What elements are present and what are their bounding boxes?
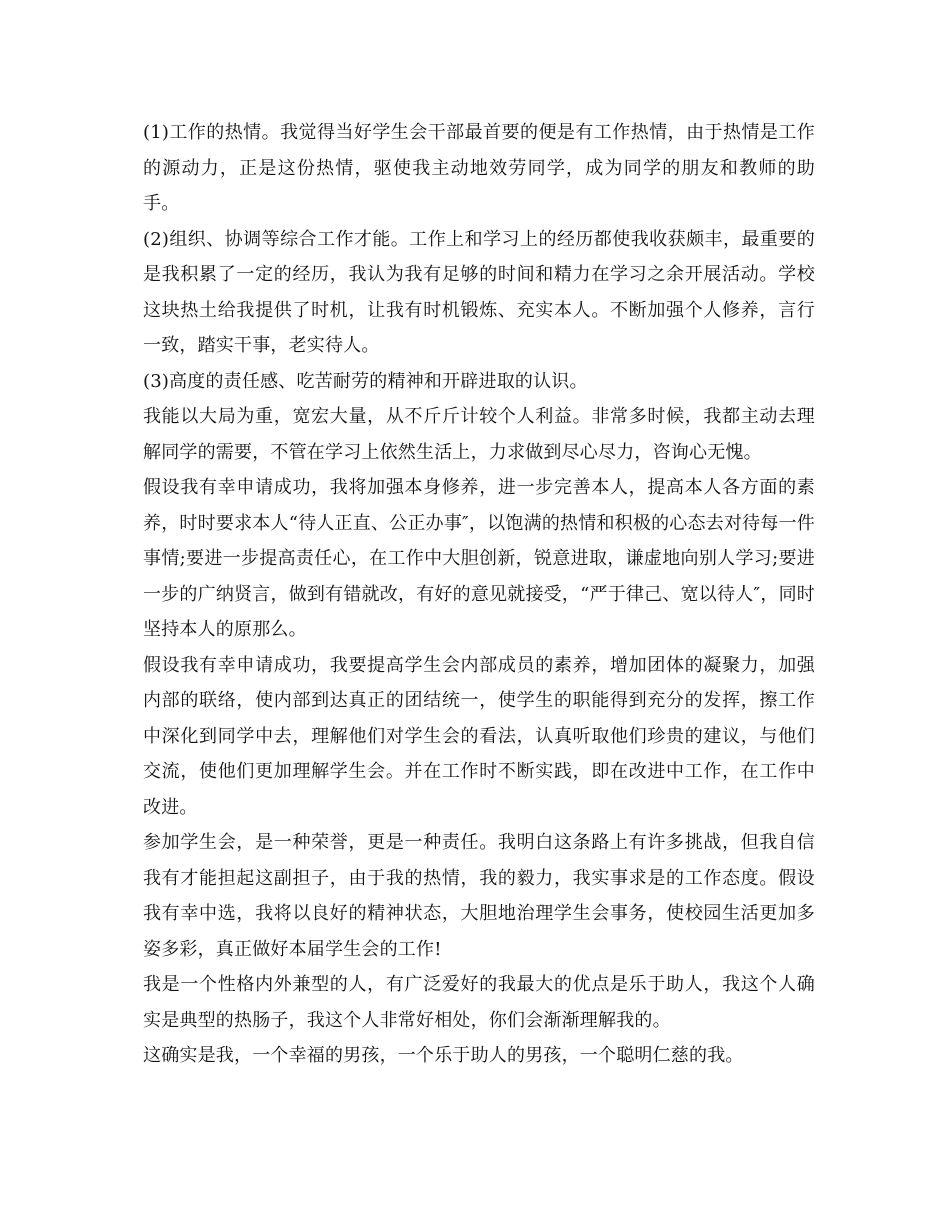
document-body [143,115,815,1074]
paragraph-2: (2)组织、协调等综合工作才能。工作上和学习上的经历都使我收获颇丰，最重要的是我积累了一定的经历，我认为我有足够的时间和精力在学习之余开展活动。学校这块热土给我提供了时机，让我有时机锻炼、充实本人。不断加强个人修养，言行一致，踏实干事，老实待人。 [143,228,815,356]
paragraph-1: (1)工作的热情。我觉得当好学生会干部最首要的便是有工作热情，由于热情是工作的源动力，正是这份热情，驱使我主动地效劳同学，成为同学的朋友和教师的助手。 [143,122,815,214]
paragraph-8: 我是一个性格内外兼型的人，有广泛爱好的我最大的优点是乐于助人，我这个人确实是典型的热肠子，我这个人非常好相处，你们会渐渐理解我的。 [143,974,815,1031]
paragraph-9: 这确实是我，一个幸福的男孩，一个乐于助人的男孩，一个聪明仁慈的我。 [143,1045,744,1066]
paragraph-5: 假设我有幸申请成功，我将加强本身修养，进一步完善本人，提高本人各方面的素养，时时要求本人“待人正直、公正办事″，以饱满的热情和积极的心态去对待每一件事情;要进一步提高责任心，在工作中大胆创新，锐意进取，谦虚地向别人学习;要进一步的广纳贤言，做到有错就改，有好的意见就接受，“严于律己、宽以待人″，同时坚持本人的原那么。 [143,477,815,640]
paragraph-3: (3)高度的责任感、吃苦耐劳的精神和开辟进取的认识。 [143,370,588,392]
paragraph-7: 参加学生会，是一种荣誉，更是一种责任。我明白这条路上有许多挑战，但我自信我有才能担起这副担子，由于我的热情，我的毅力，我实事求是的工作态度。假设我有幸中选，我将以良好的精神状态，大胆地治理学生会事务，使校园生活更加多姿多彩，真正做好本届学生会的工作! [143,832,815,960]
paragraph-6: 假设我有幸申请成功，我要提高学生会内部成员的素养，增加团体的凝聚力，加强内部的联络，使内部到达真正的团结统一，使学生的职能得到充分的发挥，擦工作中深化到同学中去，理解他们对学生会的看法，认真听取他们珍贵的建议，与他们交流，使他们更加理解学生会。并在工作时不断实践，即在改进中工作，在工作中改进。 [143,654,815,818]
paragraph-4: 我能以大局为重，宽宏大量，从不斤斤计较个人利益。非常多时候，我都主动去理解同学的需要，不管在学习上依然生活上，力求做到尽心尽力，咨询心无愧。 [143,406,815,463]
